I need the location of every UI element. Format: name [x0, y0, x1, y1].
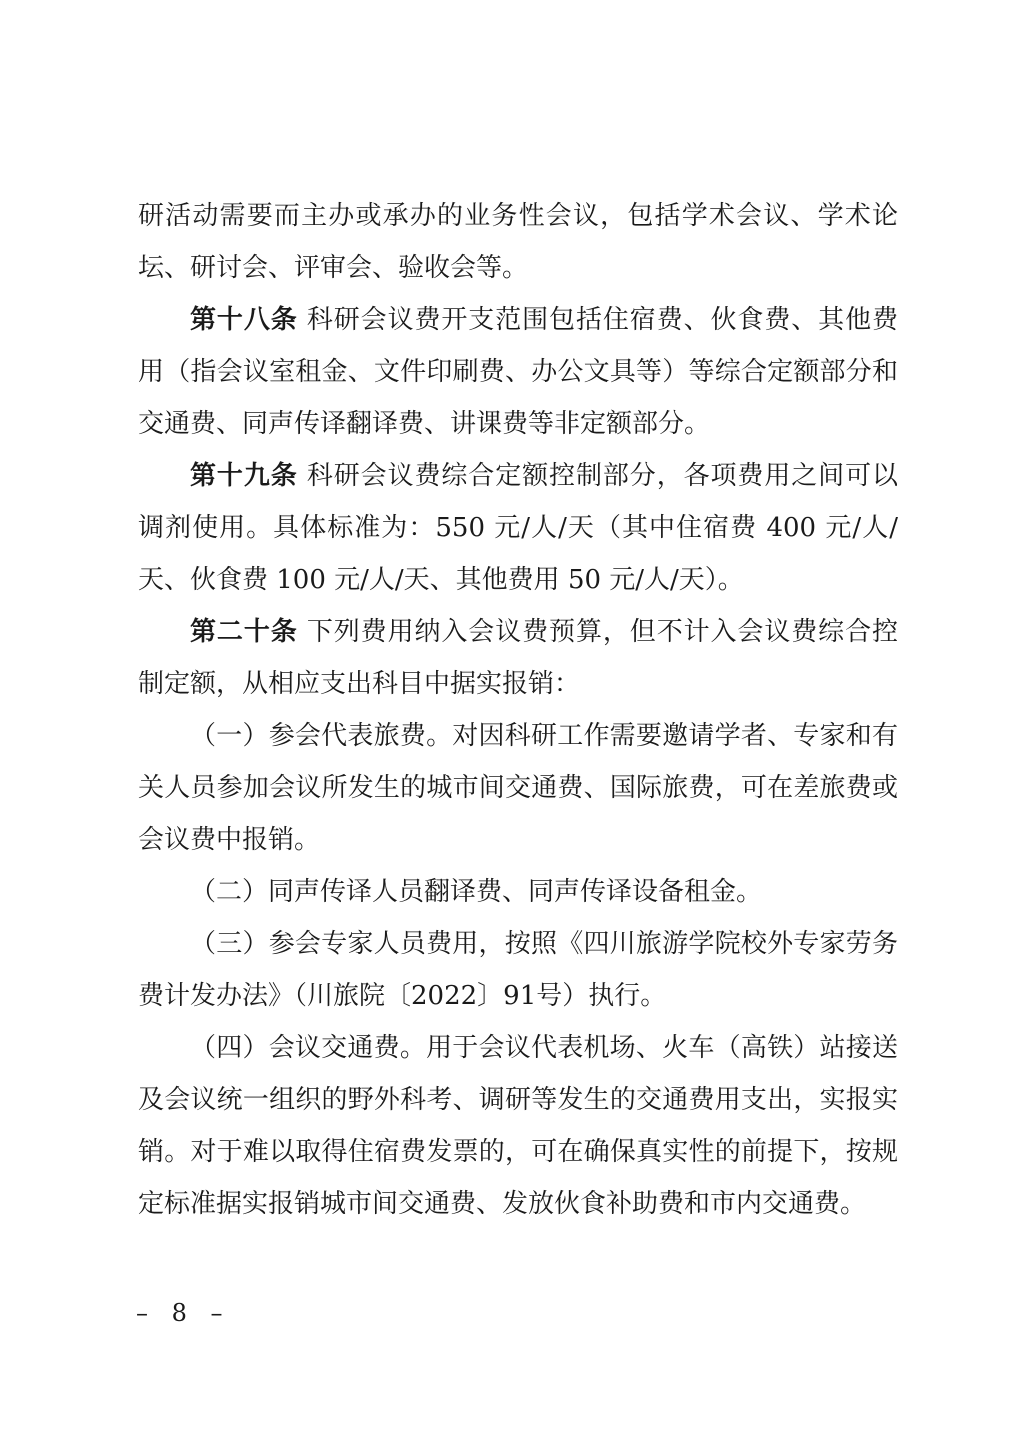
document-body [138, 190, 898, 1230]
paragraph-continuation [138, 190, 898, 294]
article-heading: 第十八条 [190, 305, 298, 335]
paragraph-text: 科研会议费开支范围包括住宿费、伙食费、其他费用（指会议室租金、文件印刷费、办公文具等）等综合定额部分和交通费、同声传译翻译费、讲课费等非定额部分。 [138, 305, 898, 439]
paragraph-text: （二）同声传译人员翻译费、同声传译设备租金。 [190, 877, 763, 907]
paragraph-text: （一）参会代表旅费。对因科研工作需要邀请学者、专家和有关人员参加会议所发生的城市间交通费、国际旅费，可在差旅费或会议费中报销。 [138, 721, 898, 855]
list-item-1 [138, 710, 898, 866]
paragraph-text: 下列费用纳入会议费预算，但不计入会议费综合控制定额，从相应支出科目中据实报销： [138, 617, 898, 699]
article-heading: 第十九条 [190, 461, 298, 491]
article-heading: 第二十条 [190, 617, 298, 647]
paragraph-text: 研活动需要而主办或承办的业务性会议，包括学术会议、学术论坛、研讨会、评审会、验收会等。 [138, 201, 898, 283]
article-19 [138, 450, 898, 606]
article-20 [138, 606, 898, 710]
paragraph-text: （三）参会专家人员费用，按照《四川旅游学院校外专家劳务费计发办法》（川旅院〔2022〕91号）执行。 [138, 929, 898, 1011]
article-18 [138, 294, 898, 450]
list-item-4 [138, 1022, 898, 1230]
paragraph-text: 科研会议费综合定额控制部分，各项费用之间可以调剂使用。具体标准为：550 元/人/天（其中住宿费 400 元/人/天、伙食费 100 元/人/天、其他费用 50 元/人/天）。 [138, 461, 898, 595]
list-item-2 [138, 866, 898, 918]
page-number: – 8 – [136, 1299, 231, 1327]
paragraph-text: （四）会议交通费。用于会议代表机场、火车（高铁）站接送及会议统一组织的野外科考、调研等发生的交通费用支出，实报实销。对于难以取得住宿费发票的，可在确保真实性的前提下，按规定标准据实报销城市间交通费、发放伙食补助费和市内交通费。 [138, 1033, 898, 1219]
list-item-3 [138, 918, 898, 1022]
